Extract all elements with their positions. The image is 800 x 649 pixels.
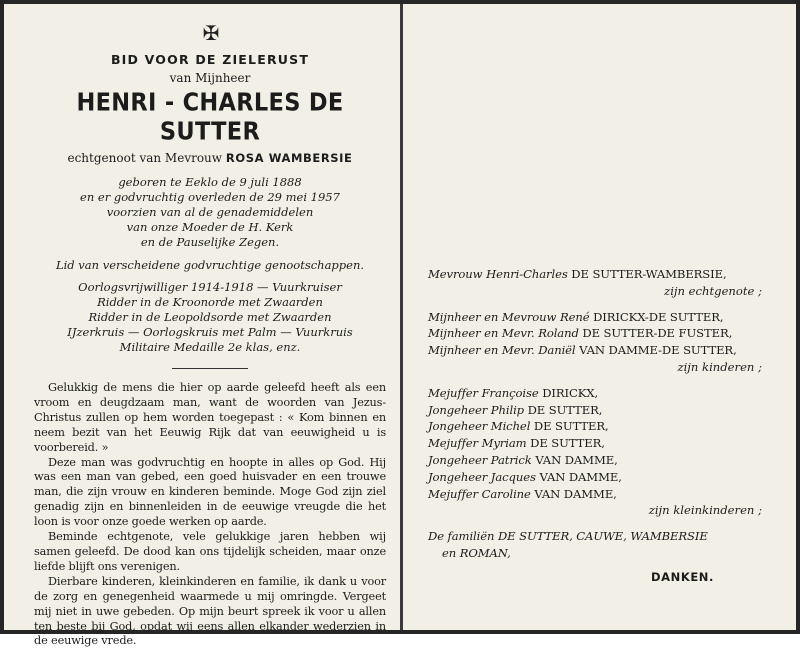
child-line <box>428 325 774 342</box>
child-line <box>428 342 774 359</box>
spacer <box>428 519 774 528</box>
grandchild-prefix: Jongeheer Patrick <box>428 452 532 467</box>
families-line-2: en ROMAN, <box>442 545 511 560</box>
grandchild-name: DE SUTTER, <box>533 419 609 434</box>
widow-line <box>428 266 774 283</box>
child-prefix: Mijnheer en Mevr. Daniël <box>428 343 576 358</box>
spouse-name: ROSA WAMBERSIE <box>225 151 353 165</box>
cross-icon: ✠ <box>202 21 220 45</box>
divider-rule <box>172 368 248 369</box>
grandchild-prefix: Jongeheer Michel <box>428 419 531 434</box>
grandchild-name: DE SUTTER, <box>527 402 603 417</box>
grandchildren-role: zijn kleinkinderen ; <box>648 503 762 518</box>
grandchild-name: DIRICKX, <box>542 385 599 400</box>
birth-line: geboren te Eeklo de 9 juli 1888 <box>118 175 302 189</box>
membership-line: Lid van verscheidene godvruchtige genootschappen. <box>55 258 365 272</box>
grandchild-line <box>428 402 774 419</box>
widow-prefix: Mevrouw Henri-Charles <box>428 267 568 281</box>
deceased-name: HENRI - CHARLES DE SUTTER <box>76 87 344 147</box>
thanks-text: DANKEN. <box>650 569 714 584</box>
death-line: en er godvruchtig overleden de 29 mei 1957 <box>80 190 340 204</box>
spouse-prefix: echtgenoot van Mevrouw <box>67 151 223 165</box>
grandchild-line <box>428 418 774 435</box>
families-line: De familiën DE SUTTER, CAUWE, WAMBERSIE <box>428 529 708 544</box>
left-page <box>34 22 386 649</box>
prose-paragraph: Gelukkig de mens die hier op aarde geleefd heeft als een vroom en deugdzaam man, want de woorden van Jezus-Christus zullen op hem worden toegepast : « Kom binnen en neem bezit van het Eeuwig Rijk dat van eeuwigheid u is voorbereid. » <box>34 381 386 454</box>
children-role: zijn kinderen ; <box>677 359 762 374</box>
honor-line: IJzerkruis — Oorlogskruis met Palm — Vuurkruis <box>67 325 353 339</box>
widow-name: DE SUTTER-WAMBERSIE, <box>571 267 727 281</box>
child-prefix: Mijnheer en Mevr. Roland <box>428 326 579 341</box>
sacrament-line: van onze Moeder de H. Kerk <box>126 220 294 234</box>
child-name: DE SUTTER-DE FUSTER, <box>582 326 733 341</box>
grandchild-prefix: Mejuffer Françoise <box>428 385 539 400</box>
grandchild-name: DE SUTTER, <box>530 436 605 451</box>
honor-line: Oorlogsvrijwilliger 1914-1918 — Vuurkruiser <box>78 280 342 294</box>
child-line <box>428 309 774 326</box>
spacer <box>428 376 774 385</box>
sacrament-line: en de Pauselijke Zegen. <box>140 235 280 249</box>
child-name: VAN DAMME-DE SUTTER, <box>579 343 737 358</box>
grandchild-prefix: Mejuffer Myriam <box>428 436 527 451</box>
grandchild-name: VAN DAMME, <box>534 486 617 501</box>
prose-paragraph: Beminde echtgenote, vele gelukkige jaren hebben wij samen geleefd. De dood kan ons tijdelijk scheiden, maar onze liefde blijft ons verenigen. <box>34 530 386 573</box>
grandchild-line <box>428 452 774 469</box>
grandchild-prefix: Mejuffer Caroline <box>428 486 531 501</box>
child-name: DIRICKX-DE SUTTER, <box>593 309 724 324</box>
grandchild-prefix: Jongeheer Philip <box>428 402 525 417</box>
spacer <box>428 300 774 309</box>
honor-line: Militaire Medaille 2e klas, enz. <box>119 340 301 354</box>
grandchild-line <box>428 385 774 402</box>
child-prefix: Mijnheer en Mevrouw René <box>428 309 590 324</box>
van-mijnheer: van Mijnheer <box>169 71 251 85</box>
birth-death-block <box>34 175 386 250</box>
grandchild-prefix: Jongeheer Jacques <box>428 469 536 484</box>
sacrament-line: voorzien van al de genademiddelen <box>106 205 314 219</box>
grandchild-name: VAN DAMME, <box>535 452 618 467</box>
right-page <box>428 266 774 584</box>
prose-paragraph: Deze man was godvruchtig en hoopte in alles op God. Hij was een man van gebed, een goed huisvader en een trouwe man, die zijn vrouw en kinderen beminde. Moge God zijn ziel genadig zijn en binnenleiden in de eeuwige vreugde die het loon is voor onze goede werken op aarde. <box>34 455 386 529</box>
grandchild-name: VAN DAMME, <box>539 469 622 484</box>
card-fold <box>400 4 403 630</box>
prose-paragraph: Dierbare kinderen, kleinkinderen en familie, ik dank u voor de zorg en genegenheid waarmede u mij omringde. Vergeet mij niet in uwe gebeden. Op mijn beurt spreek ik voor u allen ten beste bij God, opdat wij eens allen elkander wederzien in de eeuwige vrede. <box>34 574 386 648</box>
grandchild-line <box>428 486 774 503</box>
prayer-heading: BID VOOR DE ZIELERUST <box>110 52 310 67</box>
honor-line: Ridder in de Leopoldsorde met Zwaarden <box>88 310 332 324</box>
prose-block <box>34 381 386 649</box>
grandchild-line <box>428 435 774 452</box>
spouse-line <box>34 151 386 165</box>
grandchild-line <box>428 469 774 486</box>
honors-block <box>34 280 386 355</box>
honor-line: Ridder in de Kroonorde met Zwaarden <box>97 295 323 309</box>
widow-role: zijn echtgenote ; <box>664 283 762 298</box>
